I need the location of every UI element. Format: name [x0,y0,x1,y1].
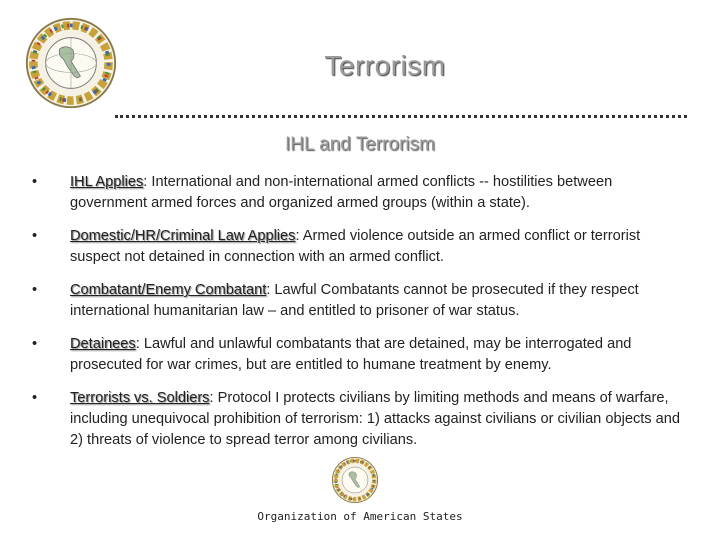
list-item [30,388,690,451]
bullet-text: Armed violence outside an armed conflict or terrorist suspect not detained in connection with an armed conflict. [70,228,641,265]
bullet-text: International and non-international armed conflicts -- hostilities between government armed forces and organized armed groups (within a state). [70,174,613,211]
bullet-term-separator: : [209,390,214,406]
organization-name: Organization of American States [257,510,463,523]
page-title: Terrorism [324,50,446,81]
bullet-marker: • [32,228,38,244]
bullet-marker: • [32,336,38,352]
bullet-term-separator: : [143,174,148,190]
bullet-term: Terrorists vs. Soldiers [70,390,210,406]
bullet-term: Domestic/HR/Criminal Law Applies [70,228,296,244]
bullet-term-separator: : [266,282,271,298]
list-item [30,334,690,376]
section-subtitle: IHL and Terrorism [285,134,435,155]
bullet-term-separator: : [295,228,300,244]
title-divider [115,115,687,118]
list-item [30,226,690,268]
oas-seal-icon [24,16,118,110]
bullet-term: Detainees [70,336,136,352]
bullet-text: Protocol I protects civilians by limiting methods and means of warfare, including unequivocal prohibition of terrorism: 1) attacks against civilians or civilian objects and 2) threats of violence to spread terror among civilians. [70,390,681,448]
list-item [30,172,690,214]
bullet-text: Lawful Combatants cannot be prosecuted if they respect international humanitarian law – and entitled to prisoner of war status. [70,282,639,319]
bullet-term-separator: : [135,336,140,352]
list-item [30,280,690,322]
oas-seal-icon [331,456,379,504]
bullet-text: Lawful and unlawful combatants that are detained, may be interrogated and prosecuted for war crimes, but are entitled to humane treatment by enemy. [70,336,632,373]
bullet-list [30,172,690,463]
bullet-marker: • [32,390,38,406]
bullet-marker: • [32,282,38,298]
bullet-term: Combatant/Enemy Combatant [70,282,267,298]
bullet-marker: • [32,174,38,190]
bullet-term: IHL Applies [70,174,144,190]
